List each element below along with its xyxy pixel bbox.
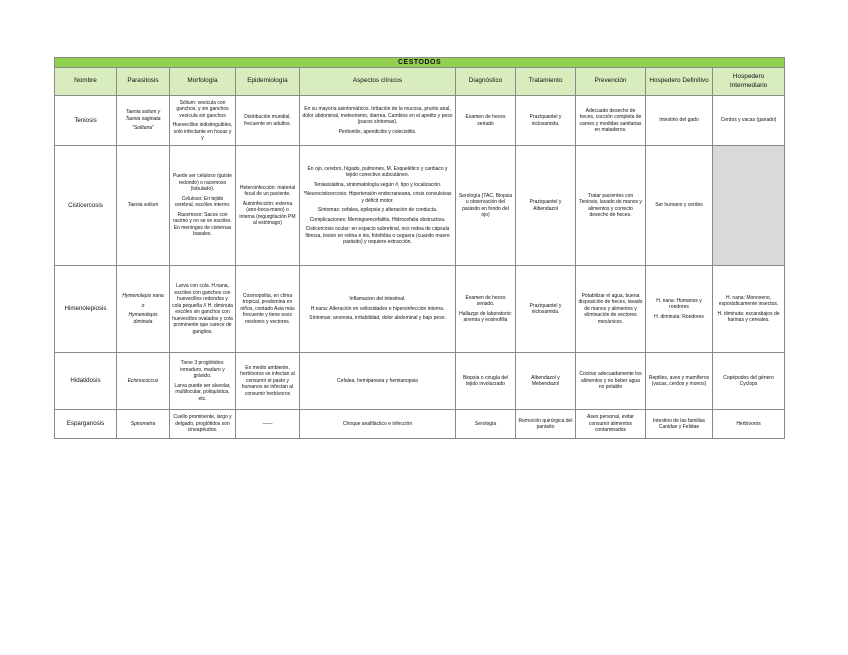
cell-paragraph: Serología (TAC, Biopsia u observación del parásito en fondo del ojo) [458,192,513,219]
cell-paragraph: Praziquantel y Albendazol [529,199,562,212]
morfologia-cell [170,353,236,410]
cell-paragraph: Intestino de las familias Canidae y Felidae [653,417,705,431]
cell-paragraph: Autoinfección: externa (ano-boca-mano) o interna (regurgitación PM al estómago) [239,200,296,227]
header-epidemiologia: Epidemiología [236,68,300,96]
prevencion-cell [576,96,646,146]
cell-paragraph: Herbívoros [736,420,761,427]
cell-paragraph: Larva puede ser alveolar, multilocular, poliquística, etc. [174,382,231,402]
cell-paragraph: Teniasislatina, sintomatología según #, tipo y localización. [313,181,442,188]
name-cell: Himenolepiosis [55,266,117,353]
cell-paragraph: H. diminuta: Roedores [654,313,704,320]
epidemiologia-cell [236,146,300,266]
diagnostico-cell [456,410,516,439]
epidemiologia-cell [236,266,300,353]
table-title: CÉSTODOS [55,58,785,68]
header-nombre: Nombre [55,68,117,96]
parasitosis-cell [117,146,170,266]
cell-paragraph: Choque anafiláctico e infección [342,420,413,427]
header-morfologia: Morfología [170,68,236,96]
cell-paragraph: Síntomas: cefalea, epilepsia y alteración de conducta. [317,207,438,214]
cell-paragraph: Copépodos del género Cyclops [723,374,774,388]
cell-paragraph: Puede ser celuloso (quiste redondo) o racemoso (lobulado). [173,173,232,193]
cell-paragraph: H.nana: Alteración en vellosidades e hipersinfección interna. [310,305,445,312]
cestodos-table [54,57,785,439]
cell-paragraph: Sólium: vesícula con ganchos, y sin ganchos vesícula sin ganchos [176,99,229,119]
cell-paragraph: Huevecillos indistinguibles, solo infectante en hocas y y [172,122,233,142]
prevencion-cell [576,146,646,266]
parasitosis-cell [117,353,170,410]
parasitosis-cell [117,410,170,439]
cell-paragraph: Hymenolepis nana [122,293,164,300]
diagnostico-cell [456,266,516,353]
cell-paragraph: Complicaciones: Meningoencefalitis, Hidrocefalia obstructiva. [309,216,446,223]
tratamiento-cell [516,146,576,266]
aspectos-clinicos-cell [300,266,456,353]
header-aspectos-clinicos: Aspectos clínicos [300,68,456,96]
cell-paragraph: Serología [474,420,497,427]
table-row [55,266,785,353]
epidemiologia-cell [236,353,300,410]
morfologia-cell [170,96,236,146]
cell-paragraph: Larva con cola. H.nana, escólex con ganchos con huevecillos redondos y cola pequeña // H. diminuta escólex sin ganchos con huevecillos ovalados y cola prominente que carece de ganglios. [172,283,233,335]
header-prevencion: Prevención [576,68,646,96]
tratamiento-cell [516,353,576,410]
cell-paragraph: Reptiles, aves y mamíferos (vacas, cerdos y monos) [648,374,710,388]
cell-paragraph: Adecuado desecho de heces, cocción completa de carnes y medidas sanitarias en mataderos. [579,107,642,134]
cell-paragraph: Inflamacion del intestinal. [349,296,406,303]
name-cell: Hidatidosis [55,353,117,410]
aspectos-clinicos-cell [300,96,456,146]
parasitosis-cell [117,96,170,146]
cell-paragraph: En su mayoría asintomáticos. Irritación de la mucosa, prurito anal, dolor abdominal, meteorismo, diarrea. Cambios en el apetito y peso (pacos síntomas). [302,106,453,126]
morfologia-cell [170,146,236,266]
cell-paragraph: Cosmopolita, en clima tropical, predomina en niños, contado Asia más frecuente y tiene esos roedores y vectores. [240,292,295,325]
cell-paragraph: Celuloso: En tejido cerebral, escólex interno. [174,195,231,209]
name-cell: Cisticercosis [55,146,117,266]
morfologia-cell [170,266,236,353]
morfologia-cell [170,410,236,439]
cell-paragraph: Potabilizar el agua, buena disposición de heces, lavado de manos y alimentos y eliminación de vectores mecánicos. [578,292,643,325]
diagnostico-cell [456,353,516,410]
cell-paragraph: Cerdos y vacas (ganado) [720,117,777,124]
cell-paragraph: *Neurocisticercosis: Hipertensión endocraneana, crisis convulsivas y déficit motor. [303,191,452,204]
header-row [55,68,785,96]
cell-paragraph: Praziquantel y niclosamida. [529,114,562,127]
hospedero-intermediario-cell [713,410,785,439]
cell-paragraph: Síntomas: anorexia, irritabilidad, dolor abdominal y bajo peso. [309,315,446,322]
header-parasitosis: Parasitosis [117,68,170,96]
header-hospedero-intermediario: Hospedero Intermediario [713,68,785,96]
cell-paragraph: Biopsia o cirugía del tejido involucrado [462,374,509,388]
hospedero-definitivo-cell [646,96,713,146]
prevencion-cell [576,266,646,353]
cell-paragraph: Heteroinfección: material fecal de un paciente. [239,184,296,198]
header-hospedero-definitivo: Hospedero Definitivo [646,68,713,96]
cell-paragraph: Racemoso: Sacos con racimo y no se ve escólex. En meninges de cisternas basales. [173,211,232,238]
cell-paragraph: Taenia solium y Taenia saginata [125,109,161,122]
prevencion-cell [576,410,646,439]
hospedero-intermediario-cell [713,146,785,266]
cell-paragraph: Tiene 3 proglótidos: inmaduro, maduro y grávido. [180,360,225,380]
cell-paragraph: "Solitaria" [132,125,154,132]
tratamiento-cell [516,266,576,353]
cell-paragraph: Praziquantel y niclosamida. [529,302,562,316]
epidemiologia-cell [236,96,300,146]
name-cell: Teniosis [55,96,117,146]
cell-paragraph: Hallazgo de laboratorio: anemia y eosinofilia [459,310,512,324]
table-row [55,96,785,146]
name-cell: Esparganosis [55,410,117,439]
aspectos-clinicos-cell [300,353,456,410]
header-tratamiento: Tratamiento [516,68,576,96]
diagnostico-cell [456,96,516,146]
hospedero-definitivo-cell [646,410,713,439]
cell-paragraph: Tratar pacientes con Teniosis, lavado de manos y alimentos y correcto desecho de heces. [579,192,642,219]
hospedero-definitivo-cell [646,353,713,410]
table-row [55,146,785,266]
cell-paragraph: En ojo, cerebro, hígado, pulmones, M. Esquelético y cardiaco y tejido conectivo subcutáneo. [307,165,448,179]
cell-paragraph: Cefalea, hemiparesia y hemianopsia [337,377,418,384]
cell-paragraph: Examen de heces seriado. [465,294,506,308]
hospedero-definitivo-cell [646,266,713,353]
cell-paragraph: Albendazol y Mebendazol [531,374,560,388]
cell-paragraph: Remoción quirúrgica del parásito [518,417,573,431]
cell-paragraph: o [141,302,145,309]
cell-paragraph: Distribución mundial, frecuente en adultos. [244,114,291,127]
hospedero-intermediario-cell [713,96,785,146]
tratamiento-cell [516,410,576,439]
header-diagnostico: Diagnóstico [456,68,516,96]
cell-paragraph: H. diminuta: escarabajos de harinas y cereales. [717,310,780,324]
cell-paragraph: Hymenolepis diminuta [128,312,158,325]
diagnostico-cell [456,146,516,266]
table-row [55,353,785,410]
cell-paragraph: —— [262,420,273,427]
cell-paragraph: Echinococcus [127,377,159,384]
cell-paragraph: H. nana: Monoxeno, esporádicamente insectos. [718,294,779,308]
cell-paragraph: Examen de heces seriado [465,114,506,127]
hospedero-intermediario-cell [713,266,785,353]
tratamiento-cell [516,96,576,146]
parasitosis-cell [117,266,170,353]
cell-paragraph: Cocinar adecuadamente los alimentos y no beber agua no potable [579,371,642,391]
cell-paragraph: Spirometra [130,420,156,427]
table-row [55,410,785,439]
cell-paragraph: Aseo personal, evitar consumir alimentos contaminados [587,414,634,434]
hospedero-definitivo-cell [646,146,713,266]
cell-paragraph: H. nana: Humanos y roedores [656,297,702,311]
hospedero-intermediario-cell [713,353,785,410]
aspectos-clinicos-cell [300,410,456,439]
prevencion-cell [576,353,646,410]
cell-paragraph: Cuello prominente, largo y delgado, proglótidos son cineapéudos. [173,414,232,434]
cell-paragraph: Intestino del gado [659,117,699,124]
cell-paragraph: Taenia solium [127,202,159,209]
aspectos-clinicos-cell [300,146,456,266]
cell-paragraph: En medio ambiente, herbívoros se infectan al consumir el pasto y humanos se infectan al consumir herbívoros [240,364,295,397]
cell-paragraph: Peritonitis, apendicitis y colecistitis. [338,128,417,135]
epidemiologia-cell [236,410,300,439]
cell-paragraph: Cisticercosis ocular: en espacio subretinal, nos rodea de cápsula fibrosa, lesion en retina e iris, fotofobia o ceguera (cuando muere parásito) y requiere extracción. [305,226,450,246]
cell-paragraph: Ser humano y cerdos [655,202,703,209]
